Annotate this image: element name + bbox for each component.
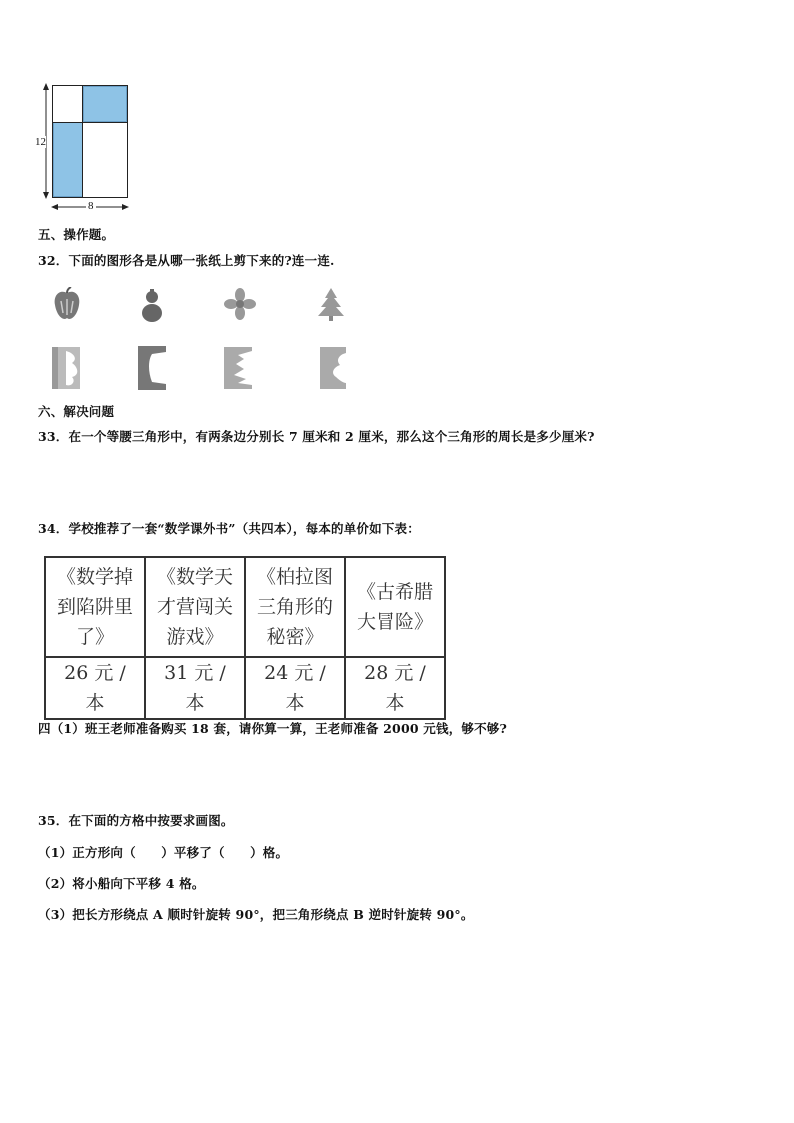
section-title-5: 五、操作题。 — [38, 227, 115, 242]
shaded-top-right — [83, 86, 127, 122]
book-name-cell — [345, 557, 445, 657]
flower-shape — [223, 287, 257, 321]
question-35-part-1: （1）正方形向（ ）平移了（ ）格。 — [38, 845, 289, 860]
folded-paper-1 — [52, 347, 82, 389]
book-name-line: 《数学掉 — [56, 566, 133, 588]
question-35-part-2: （2）将小船向下平移 4 格。 — [38, 876, 205, 891]
book-name-cell — [145, 557, 245, 657]
book-prices-row — [45, 657, 445, 719]
question-34-sub: 四（1）班王老师准备购买 18 套，请你算一算，王老师准备 2000 元钱，够不够? — [38, 721, 508, 736]
book-names-row — [45, 557, 445, 657]
question-33: 33．在一个等腰三角形中，有两条边分别长 7 厘米和 2 厘米，那么这个三角形的周长是多少厘米? — [38, 429, 595, 444]
question-32: 32．下面的图形各是从哪一张纸上剪下来的?连一连. — [38, 253, 335, 268]
book-price-cell: 28 元 / 本 — [345, 657, 445, 719]
book-price-cell: 26 元 / 本 — [45, 657, 145, 719]
book-name-line: 才营闯关 — [156, 596, 233, 618]
book-name-line: 了》 — [75, 626, 114, 648]
book-name-cell — [45, 557, 145, 657]
apple-shape — [52, 287, 82, 323]
gourd-shape — [137, 288, 167, 324]
book-name-line: 到陷阱里 — [56, 596, 133, 618]
folded-paper-2 — [138, 346, 168, 390]
shaded-bottom-left — [53, 122, 83, 197]
question-35-part-3: （3）把长方形绕点 A 顺时针旋转 90°，把三角形绕点 B 逆时针旋转 90°。 — [38, 907, 474, 922]
book-name-line: 秘密》 — [266, 626, 324, 648]
book-name-line: 大冒险》 — [356, 611, 433, 633]
book-price-cell: 31 元 / 本 — [145, 657, 245, 719]
book-name-line: 《数学天 — [156, 566, 233, 588]
book-name-line: 三角形的 — [256, 596, 333, 618]
book-price-cell: 24 元 / 本 — [245, 657, 345, 719]
books-price-table — [44, 556, 446, 720]
width-label: 8 — [88, 200, 94, 212]
divider-vertical — [82, 85, 83, 198]
divider-horizontal — [52, 122, 128, 123]
question-35: 35．在下面的方格中按要求画图。 — [38, 813, 234, 828]
book-name-line: 《古希腊 — [356, 581, 433, 603]
folded-paper-4 — [320, 347, 350, 389]
book-name-line: 游戏》 — [166, 626, 224, 648]
height-label: 12 — [35, 136, 46, 148]
book-name-cell — [245, 557, 345, 657]
folded-paper-3 — [224, 347, 254, 389]
tree-shape — [316, 287, 346, 323]
question-34: 34．学校推荐了一套“数学课外书”（共四本），每本的单价如下表： — [38, 521, 420, 536]
section-title-6: 六、解决问题 — [38, 404, 115, 419]
book-name-line: 《柏拉图 — [256, 566, 333, 588]
